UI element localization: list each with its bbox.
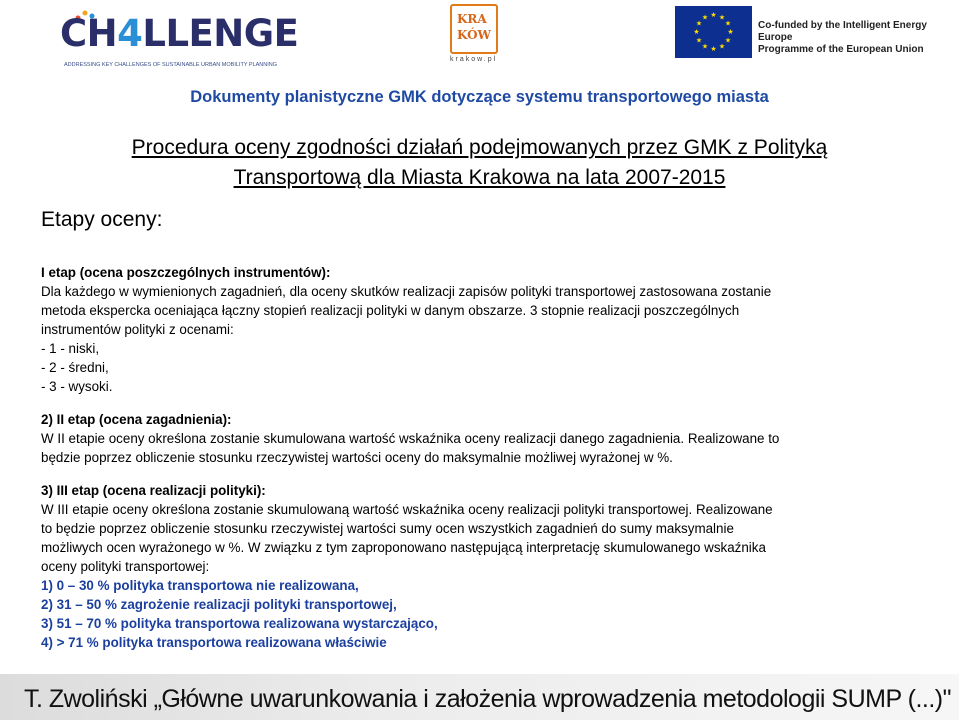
svg-text:★: ★ [695, 19, 703, 28]
footer-bar [0, 674, 959, 720]
stage3-line: możliwych ocen wyrażonego w %. W związku z tym zaproponowano następującą interpretację skumulowanego wskaźnika [41, 540, 766, 555]
eu-funding-line2: Programme of the European Union [758, 44, 924, 55]
krakow-url: krakow.pl [450, 56, 498, 63]
stage1-line: instrumentów polityki z ocenami: [41, 322, 234, 337]
stage1-heading: I etap (ocena poszczególnych instrumentów): [41, 265, 331, 280]
svg-text:★: ★ [724, 19, 732, 28]
svg-text:★: ★ [718, 13, 726, 22]
challenge-tagline: ADDRESSING KEY CHALLENGES OF SUSTAINABLE URBAN MOBILITY PLANNING [64, 62, 278, 68]
stage2-line: W II etapie oceny określona zostanie skumulowana wartość wskaźnika oceny realizacji danego zagadnienia. Realizowane to [41, 431, 780, 446]
krakow-logo [444, 0, 508, 66]
result-item: 3) 51 – 70 % polityka transportowa realizowana wystarczająco, [41, 616, 438, 631]
footer-text: T. Zwoliński „Główne uwarunkowania i założenia wprowadzenia metodologii SUMP (...)" [23, 685, 951, 713]
svg-text:★: ★ [724, 36, 732, 45]
stage2-line: będzie poprzez obliczenie stosunku rzeczywistej wartości oceny do maksymalnie możliwej wyrażonej w %. [41, 450, 673, 465]
challenge-logo [60, 8, 360, 70]
svg-text:★: ★ [695, 36, 703, 45]
result-item: 4) > 71 % polityka transportowa realizowana właściwie [41, 635, 387, 650]
svg-text:★: ★ [693, 28, 700, 36]
stage3-line: to będzie poprzez obliczenie stosunku rzeczywistej wartości sumy ocen wszystkich zagadnień do sumy maksymalnie [41, 521, 734, 536]
stage1-line: Dla każdego w wymienionych zagadnień, dla oceny skutków realizacji zapisów polityki transportowej zastosowana zostanie [41, 284, 772, 299]
result-item: 2) 31 – 50 % zagrożenie realizacji polityki transportowej, [41, 597, 397, 612]
slide-subtitle: Dokumenty planistyczne GMK dotyczące systemu transportowego miasta [190, 88, 769, 106]
challenge-logo-text: CH4LLENGE [60, 12, 299, 55]
result-item: 1) 0 – 30 % polityka transportowa nie realizowana, [41, 578, 359, 593]
stage3-heading: 3) III etap (ocena realizacji polityki): [41, 483, 266, 498]
stage1-line: - 1 - niski, [41, 341, 100, 356]
svg-text:★: ★ [710, 45, 717, 53]
slide-title-line1: Procedura oceny zgodności działań podejmowanych przez GMK z Polityką [131, 136, 828, 159]
svg-text:★: ★ [718, 42, 726, 51]
slide-title [0, 133, 959, 193]
slide-body [41, 263, 941, 652]
stage3-line: W III etapie oceny określona zostanie skumulowaną wartość wskaźnika oceny realizacji polityki transportowej. Realizowane [41, 502, 773, 517]
stage3-line: oceny polityki transportowej: [41, 559, 210, 574]
svg-text:★: ★ [710, 11, 717, 19]
krakow-logo-line2: KÓW [457, 28, 492, 42]
svg-text:★: ★ [701, 13, 709, 22]
stage1-line: metoda ekspercka oceniająca łączny stopień realizacji polityki w danym obszarze. 3 stopnie realizacji poszczególnych [41, 303, 740, 318]
svg-text:★: ★ [727, 28, 734, 36]
eu-funding-line1: Co-funded by the Intelligent Energy Europe [758, 20, 927, 43]
krakow-logo-line1: KRA [457, 12, 487, 26]
stage1-line: - 3 - wysoki. [41, 379, 113, 394]
slide-title-line2: Transportową dla Miasta Krakowa na lata 2007-2015 [233, 166, 726, 189]
stage1-line: - 2 - średni, [41, 360, 109, 375]
stage2-heading: 2) II etap (ocena zagadnienia): [41, 412, 232, 427]
section-heading: Etapy oceny: [41, 208, 163, 231]
svg-text:★: ★ [701, 42, 709, 51]
eu-funding-text [758, 20, 959, 56]
eu-flag-icon [675, 6, 752, 58]
